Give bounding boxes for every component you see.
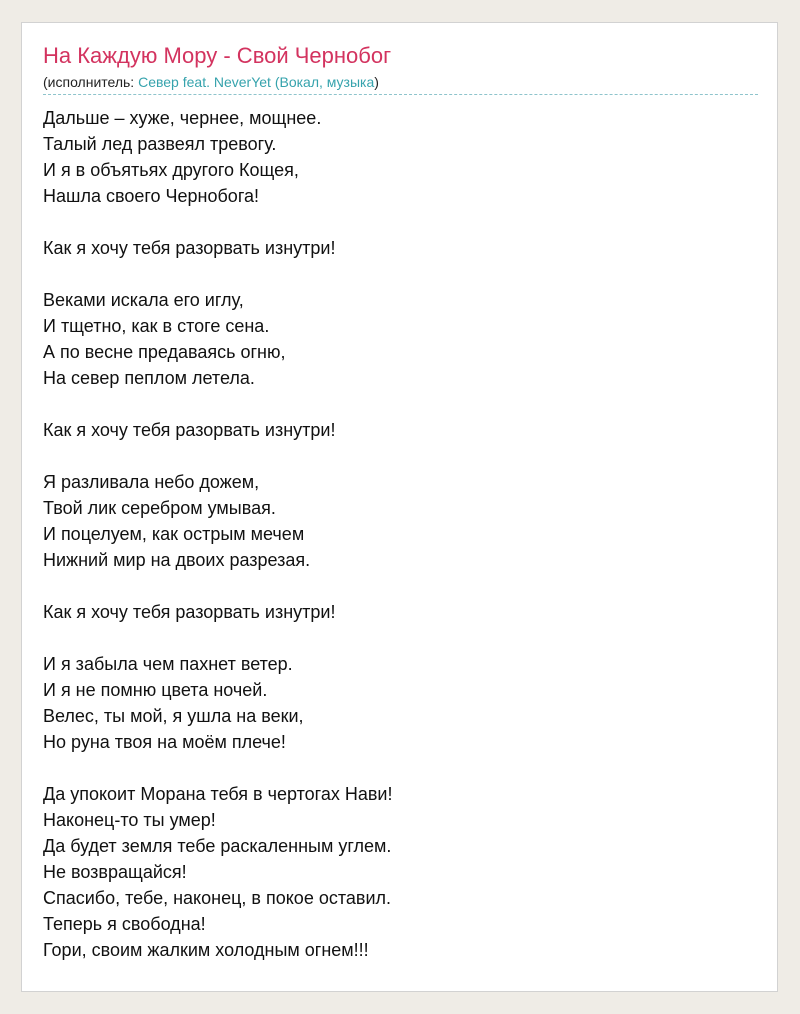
lyric-line: Не возвращайся! (43, 862, 187, 882)
lyric-line: И тщетно, как в стоге сена. (43, 316, 270, 336)
lyric-line: И я в объятьях другого Кощея, (43, 160, 299, 180)
lyric-line: Нашла своего Чернобога! (43, 186, 259, 206)
lyric-line: Я разливала небо дожем, (43, 472, 260, 492)
lyrics-text (43, 105, 743, 963)
credits-suffix: ) (374, 74, 379, 90)
lyric-line: Как я хочу тебя разорвать изнутри! (43, 238, 336, 258)
stanza-break (43, 573, 743, 599)
lyric-line: Как я хочу тебя разорвать изнутри! (43, 602, 336, 622)
lyric-line: И я забыла чем пахнет ветер. (43, 654, 293, 674)
lyric-line: Нижний мир на двоих разрезая. (43, 550, 311, 570)
stanza-break (43, 209, 743, 235)
lyric-line: Наконец-то ты умер! (43, 810, 216, 830)
credits-line (43, 74, 379, 90)
lyrics-card (21, 22, 778, 992)
lyric-line: Веками искала его иглу, (43, 290, 244, 310)
lyric-line: Талый лед развеял тревогу. (43, 134, 277, 154)
credits-prefix: (исполнитель: (43, 74, 139, 90)
lyric-line: Гори, своим жалким холодным огнем!!! (43, 940, 369, 960)
lyric-line: И я не помню цвета ночей. (43, 680, 268, 700)
stanza-break (43, 443, 743, 469)
artist-link[interactable]: Север feat. NeverYet (Вокал, музыка (138, 74, 375, 90)
lyric-line: И поцелуем, как острым мечем (43, 524, 305, 544)
stanza-break (43, 755, 743, 781)
lyric-line: Но руна твоя на моём плече! (43, 732, 286, 752)
stanza-break (43, 261, 743, 287)
lyric-line: Как я хочу тебя разорвать изнутри! (43, 420, 336, 440)
lyric-line: А по весне предаваясь огню, (43, 342, 286, 362)
lyric-line: Теперь я свободна! (43, 914, 206, 934)
stanza-break (43, 391, 743, 417)
lyric-line: Да будет земля тебе раскаленным углем. (43, 836, 392, 856)
lyric-line: Твой лик серебром умывая. (43, 498, 276, 518)
lyric-line: Да упокоит Морана тебя в чертогах Нави! (43, 784, 393, 804)
dashed-divider (43, 94, 758, 95)
lyric-line: Спасибо, тебе, наконец, в покое оставил. (43, 888, 392, 908)
song-title: На Каждую Мору - Свой Чернобог (43, 43, 392, 68)
lyric-line: Дальше – хуже, чернее, мощнее. (43, 108, 322, 128)
stanza-break (43, 625, 743, 651)
lyric-line: Велес, ты мой, я ушла на веки, (43, 706, 304, 726)
lyric-line: На север пеплом летела. (43, 368, 255, 388)
